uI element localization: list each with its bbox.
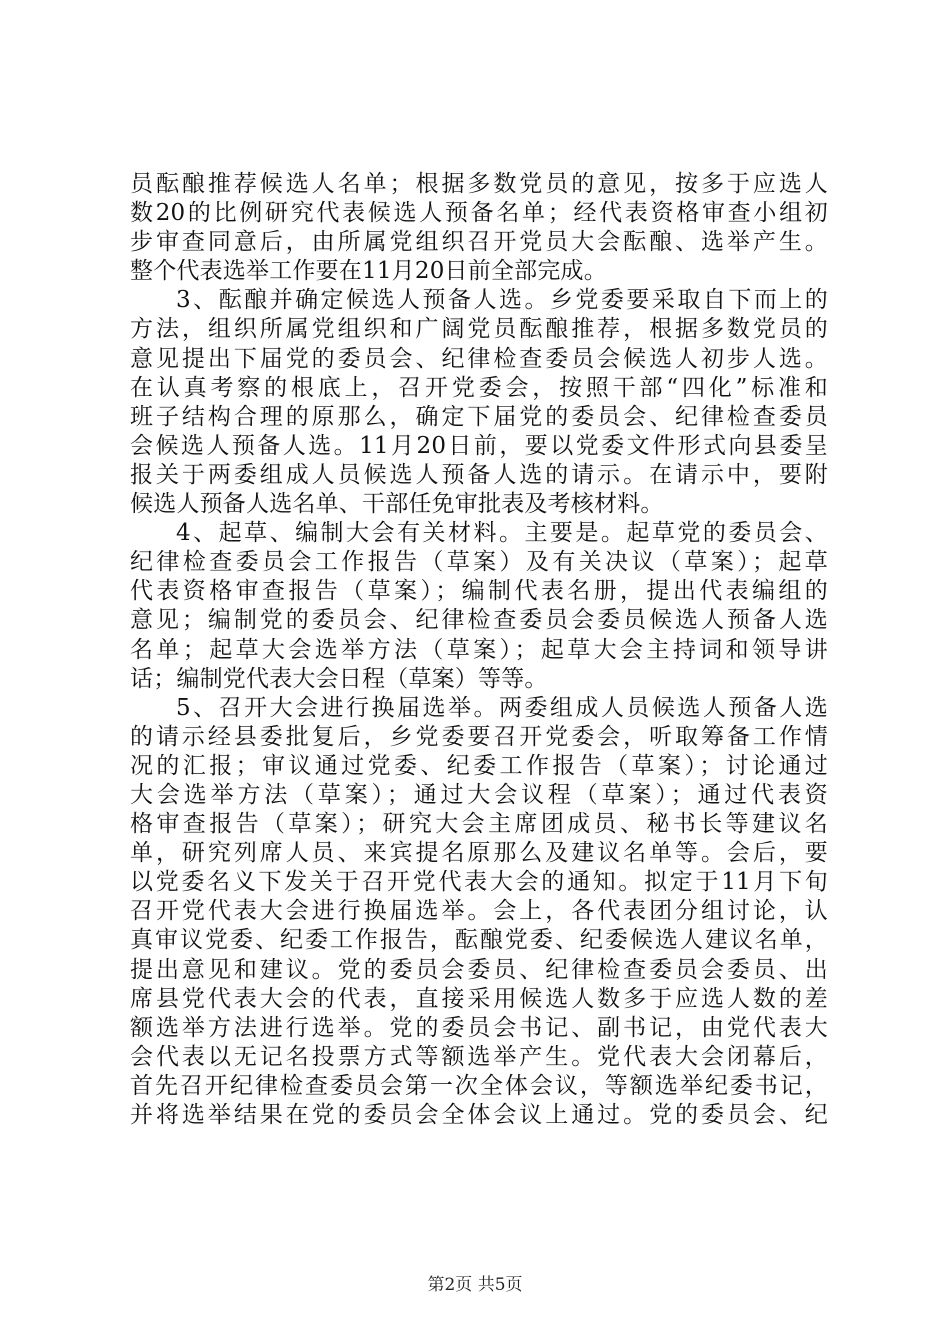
text-line: 况的汇报；审议通过党委、纪委工作报告（草案）；讨论通过 (130, 752, 828, 779)
text-line: 会代表以无记名投票方式等额选举产生。党代表大会闭幕后， (130, 1043, 828, 1070)
paragraph-3-start: 3、酝酿并确定候选人预备人选。乡党委要采取自下而上的 (176, 287, 828, 314)
text-line: 会候选人预备人选。11月20日前，要以党委文件形式向县委呈 (130, 432, 828, 459)
text-line: 在认真考察的根底上，召开党委会，按照干部“四化”标准和 (130, 374, 828, 401)
text-line: 步审查同意后，由所属党组织召开党员大会酝酿、选举产生。 (130, 229, 828, 256)
text-line: 单，研究列席人员、来宾提名原那么及建议名单等。会后，要 (130, 840, 828, 867)
paragraph-4-start: 4、起草、编制大会有关材料。主要是。起草党的委员会、 (176, 520, 828, 547)
text-line: 名单；起草大会选举方法（草案）；起草大会主持词和领导讲 (130, 636, 828, 663)
body-text (130, 170, 828, 1130)
text-line: 大会选举方法（草案）；通过大会议程（草案）；通过代表资 (130, 781, 828, 808)
text-line: 的请示经县委批复后，乡党委要召开党委会，听取筹备工作情 (130, 723, 828, 750)
text-line: 话；编制党代表大会日程（草案）等等。 (130, 665, 548, 692)
text-line: 班子结构合理的原那么，确定下届党的委员会、纪律检查委员 (130, 403, 828, 430)
text-line: 报关于两委组成人员候选人预备人选的请示。在请示中，要附 (130, 461, 828, 488)
text-line: 真审议党委、纪委工作报告，酝酿党委、纪委候选人建议名单， (130, 927, 828, 954)
text-line: 数20的比例研究代表候选人预备名单；经代表资格审查小组初 (130, 200, 828, 227)
text-line: 并将选举结果在党的委员会全体会议上通过。党的委员会、纪 (130, 1102, 828, 1128)
text-line: 格审查报告（草案）；研究大会主席团成员、秘书长等建议名 (130, 811, 828, 838)
text-line: 候选人预备人选名单、干部任免审批表及考核材料。 (130, 491, 664, 518)
text-line: 以党委名义下发关于召开党代表大会的通知。拟定于11月下旬 (130, 869, 828, 896)
text-line: 整个代表选举工作要在11月20日前全部完成。 (130, 258, 607, 285)
page-number-footer: 第2页 共5页 (427, 1275, 523, 1295)
text-line: 首先召开纪律检查委员会第一次全体会议，等额选举纪委书记， (130, 1072, 828, 1099)
paragraph-5-start: 5、召开大会进行换届选举。两委组成人员候选人预备人选 (176, 694, 828, 721)
text-line: 席县党代表大会的代表，直接采用候选人数多于应选人数的差 (130, 985, 828, 1012)
text-line: 员酝酿推荐候选人名单；根据多数党员的意见，按多于应选人 (130, 171, 828, 197)
text-line: 意见提出下届党的委员会、纪律检查委员会候选人初步人选。 (130, 345, 828, 372)
text-line: 纪律检查委员会工作报告（草案）及有关决议（草案）；起草 (130, 549, 828, 576)
text-line: 代表资格审查报告（草案）；编制代表名册，提出代表编组的 (130, 578, 828, 605)
text-line: 额选举方法进行选举。党的委员会书记、副书记，由党代表大 (130, 1014, 828, 1041)
text-line: 意见；编制党的委员会、纪律检查委员会委员候选人预备人选 (130, 607, 828, 634)
text-line: 方法，组织所属党组织和广阔党员酝酿推荐，根据多数党员的 (130, 316, 828, 343)
text-line: 召开党代表大会进行换届选举。会上，各代表团分组讨论，认 (130, 898, 828, 925)
text-line: 提出意见和建议。党的委员会委员、纪律检查委员会委员、出 (130, 956, 828, 983)
